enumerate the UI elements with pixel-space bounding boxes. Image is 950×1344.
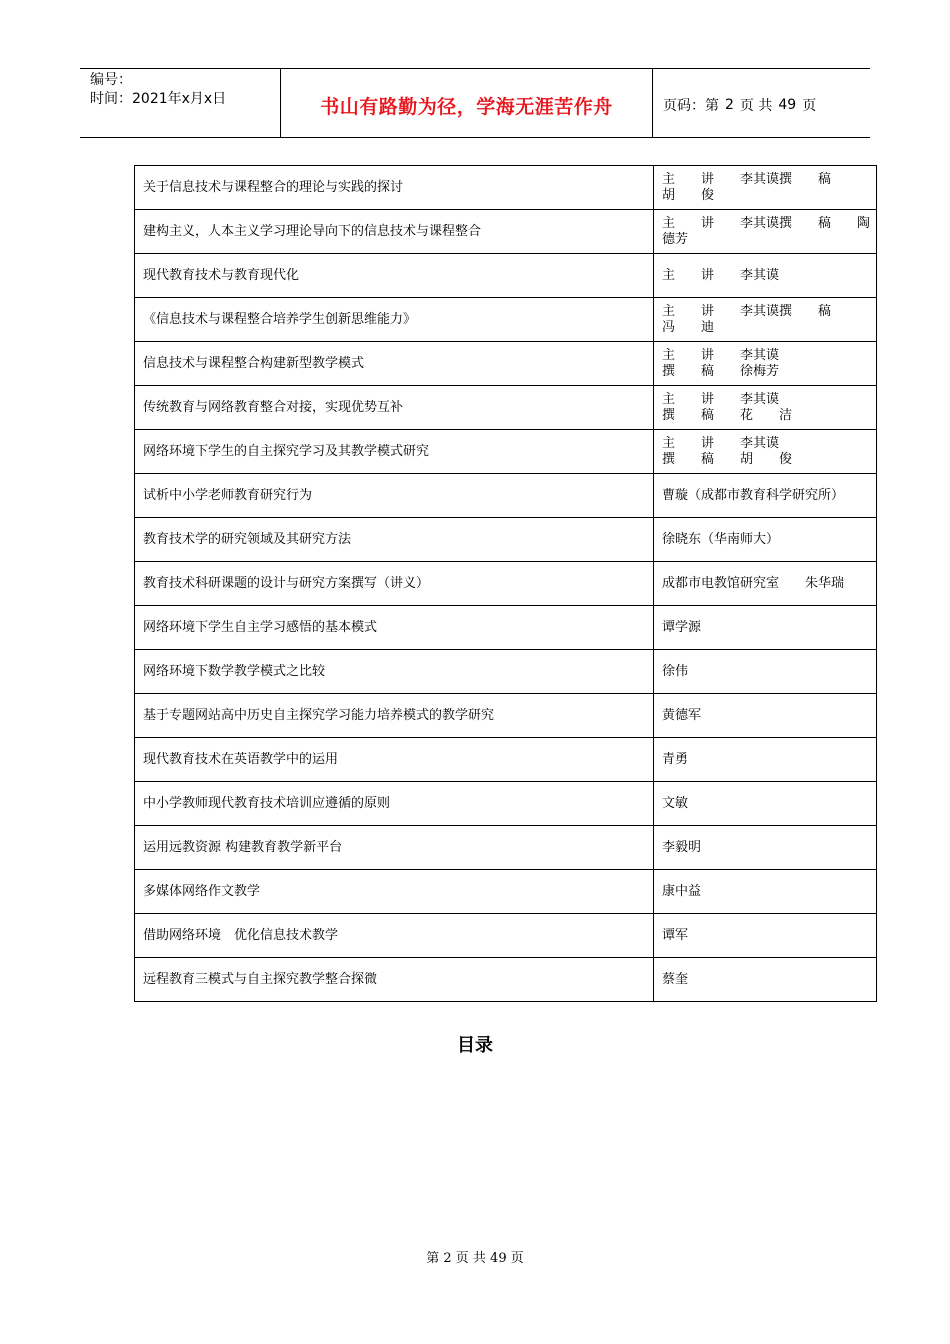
author-line-1: 谭学源 bbox=[662, 619, 702, 635]
article-title: 远程教育三模式与自主探究教学整合探微 bbox=[135, 958, 654, 1002]
table-row bbox=[135, 562, 877, 606]
article-author bbox=[654, 694, 877, 738]
article-title: 传统教育与网络教育整合对接，实现优势互补 bbox=[135, 386, 654, 430]
author-line-1: 主 讲 李其谟撰 稿 bbox=[662, 303, 832, 319]
article-title: 信息技术与课程整合构建新型教学模式 bbox=[135, 342, 654, 386]
article-title: 网络环境下学生的自主探究学习及其教学模式研究 bbox=[135, 430, 654, 474]
author-line-2: 冯 迪 bbox=[662, 319, 715, 335]
author-line-1: 康中益 bbox=[662, 883, 702, 899]
article-title: 试析中小学老师教育研究行为 bbox=[135, 474, 654, 518]
article-author bbox=[654, 474, 877, 518]
author-line-2: 撰 稿 徐梅芳 bbox=[662, 363, 780, 379]
article-title: 网络环境下数学教学模式之比较 bbox=[135, 650, 654, 694]
document-number-label: 编号： bbox=[90, 72, 132, 88]
table-row bbox=[135, 518, 877, 562]
article-title: 中小学教师现代教育技术培训应遵循的原则 bbox=[135, 782, 654, 826]
page-current: 2 bbox=[725, 97, 734, 113]
article-title: 运用远教资源 构建教育教学新平台 bbox=[135, 826, 654, 870]
author-line-2: 德芳 bbox=[662, 231, 689, 247]
page-prefix: 页码：第 bbox=[663, 98, 719, 114]
article-author bbox=[654, 782, 877, 826]
table-row bbox=[135, 606, 877, 650]
table-row bbox=[135, 166, 877, 210]
article-author bbox=[654, 166, 877, 210]
article-author bbox=[654, 386, 877, 430]
article-title: 现代教育技术在英语教学中的运用 bbox=[135, 738, 654, 782]
author-line-1: 李毅明 bbox=[662, 839, 702, 855]
article-title: 《信息技术与课程整合培养学生创新思维能力》 bbox=[135, 298, 654, 342]
page-header bbox=[80, 68, 870, 138]
author-line-1: 黄德军 bbox=[662, 707, 702, 723]
article-title: 基于专题网站高中历史自主探究学习能力培养模式的教学研究 bbox=[135, 694, 654, 738]
page-footer: 第 2 页 共 49 页 bbox=[426, 1251, 524, 1266]
header-page-indicator bbox=[653, 69, 870, 137]
article-title: 多媒体网络作文教学 bbox=[135, 870, 654, 914]
table-row bbox=[135, 694, 877, 738]
author-line-1: 主 讲 李其谟 bbox=[662, 347, 780, 363]
table-row bbox=[135, 914, 877, 958]
article-title: 关于信息技术与课程整合的理论与实践的探讨 bbox=[135, 166, 654, 210]
table-row bbox=[135, 254, 877, 298]
article-author bbox=[654, 606, 877, 650]
article-author bbox=[654, 650, 877, 694]
table-row bbox=[135, 210, 877, 254]
article-author bbox=[654, 826, 877, 870]
table-row bbox=[135, 826, 877, 870]
header-meta bbox=[80, 69, 281, 137]
table-row bbox=[135, 474, 877, 518]
table-row bbox=[135, 342, 877, 386]
author-line-1: 主 讲 李其谟 bbox=[662, 435, 780, 451]
table-row bbox=[135, 386, 877, 430]
article-author bbox=[654, 342, 877, 386]
author-line-1: 主 讲 李其谟 bbox=[662, 267, 780, 283]
author-line-1: 蔡奎 bbox=[662, 971, 689, 987]
author-line-1: 主 讲 李其谟撰 稿 陶 bbox=[662, 215, 871, 231]
author-line-1: 徐伟 bbox=[662, 663, 689, 679]
article-title: 现代教育技术与教育现代化 bbox=[135, 254, 654, 298]
article-author bbox=[654, 738, 877, 782]
article-author bbox=[654, 562, 877, 606]
article-title: 建构主义，人本主义学习理论导向下的信息技术与课程整合 bbox=[135, 210, 654, 254]
article-author bbox=[654, 254, 877, 298]
article-author bbox=[654, 210, 877, 254]
author-line-2: 胡 俊 bbox=[662, 187, 715, 203]
author-line-2: 撰 稿 花 洁 bbox=[662, 407, 793, 423]
author-line-1: 徐晓东（华南师大） bbox=[662, 531, 780, 547]
article-table bbox=[134, 165, 877, 1002]
author-line-2: 撰 稿 胡 俊 bbox=[662, 451, 793, 467]
table-row bbox=[135, 650, 877, 694]
document-date: 时间：2021年x月x日 bbox=[90, 91, 227, 107]
article-title: 教育技术科研课题的设计与研究方案撰写（讲义） bbox=[135, 562, 654, 606]
table-row bbox=[135, 782, 877, 826]
article-author bbox=[654, 958, 877, 1002]
author-line-1: 文敏 bbox=[662, 795, 689, 811]
table-row bbox=[135, 298, 877, 342]
author-line-1: 青勇 bbox=[662, 751, 689, 767]
author-line-1: 谭军 bbox=[662, 927, 689, 943]
page-suffix: 页 bbox=[802, 98, 817, 114]
article-table-body bbox=[135, 166, 877, 1002]
author-line-1: 主 讲 李其谟 bbox=[662, 391, 780, 407]
toc-heading: 目录 bbox=[457, 1035, 493, 1056]
table-row bbox=[135, 958, 877, 1002]
article-title: 网络环境下学生自主学习感悟的基本模式 bbox=[135, 606, 654, 650]
article-author bbox=[654, 870, 877, 914]
author-line-1: 主 讲 李其谟撰 稿 bbox=[662, 171, 832, 187]
table-row bbox=[135, 738, 877, 782]
author-line-1: 成都市电教馆研究室 朱华瑞 bbox=[662, 575, 845, 591]
table-row bbox=[135, 870, 877, 914]
page-middle: 页 共 bbox=[739, 98, 773, 114]
article-author bbox=[654, 430, 877, 474]
article-author bbox=[654, 914, 877, 958]
table-row bbox=[135, 430, 877, 474]
article-author bbox=[654, 518, 877, 562]
author-line-1: 曹璇（成都市教育科学研究所） bbox=[662, 487, 845, 503]
page-total: 49 bbox=[778, 97, 797, 113]
header-motto: 书山有路勤为径，学海无涯苦作舟 bbox=[281, 69, 653, 137]
article-title: 借助网络环境 优化信息技术教学 bbox=[135, 914, 654, 958]
article-title: 教育技术学的研究领域及其研究方法 bbox=[135, 518, 654, 562]
article-author bbox=[654, 298, 877, 342]
